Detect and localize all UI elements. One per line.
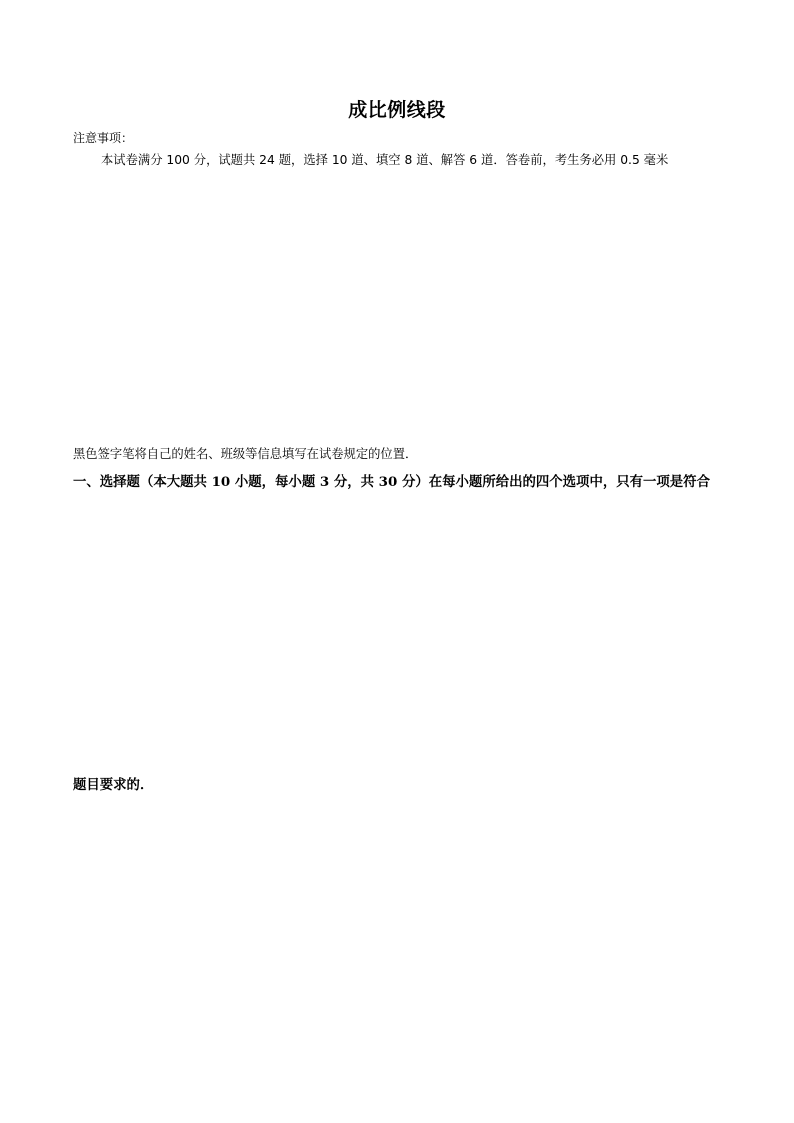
notice-text-line-1: 本试卷满分 100 分，试题共 24 题，选择 10 道、填空 8 道、解答 6 道．答卷前，考生务必用 0.5 毫米	[101, 153, 669, 167]
section-heading-continuation: 题目要求的．	[73, 777, 154, 793]
notice-text-line-2: 黑色签字笔将自己的姓名、班级等信息填写在试卷规定的位置．	[73, 447, 418, 461]
section-heading-choice-questions: 一、选择题（本大题共 10 小题，每小题 3 分，共 30 分）在每小题所给出的四个选项中，只有一项是符合	[73, 474, 710, 490]
notice-label: 注意事项：	[73, 131, 134, 145]
document-title: 成比例线段	[348, 99, 446, 121]
